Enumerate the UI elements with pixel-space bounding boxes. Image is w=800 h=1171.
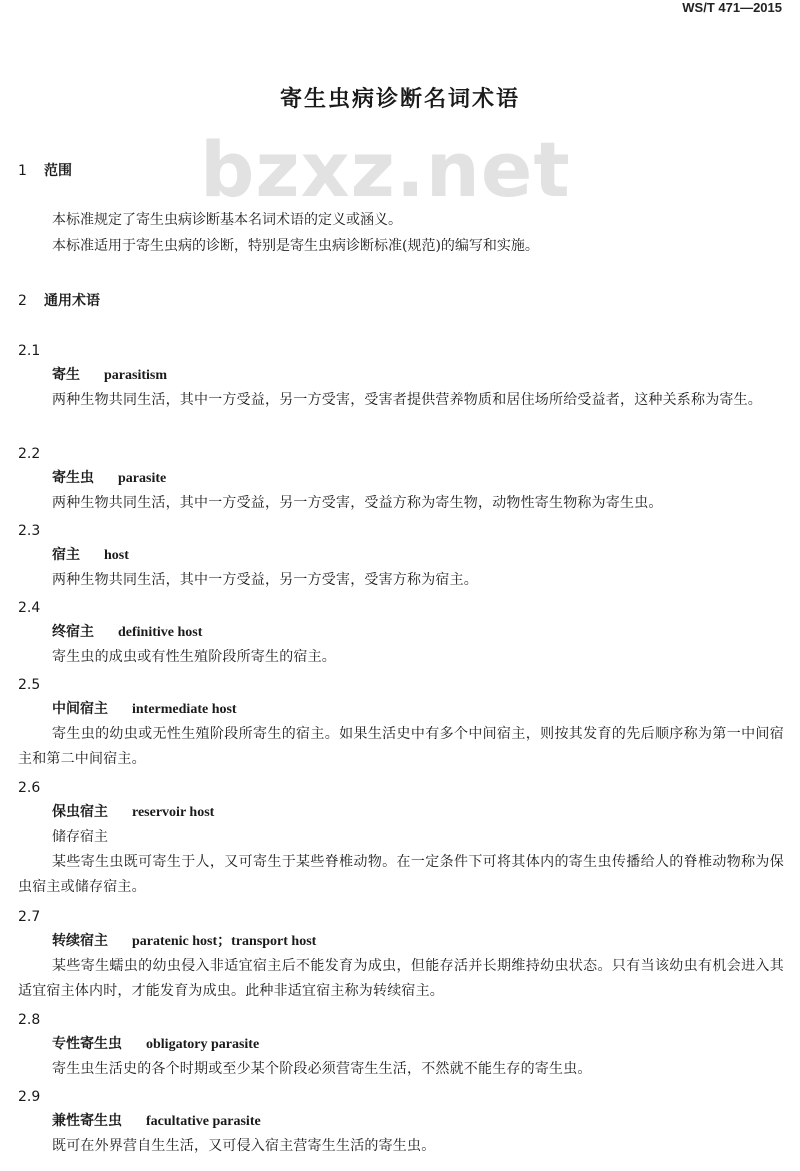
term-english: facultative parasite bbox=[146, 1114, 261, 1129]
section-title: 范围 bbox=[44, 163, 72, 179]
term-definition: 某些寄生蠕虫的幼虫侵入非适宜宿主后不能发育为成虫，但能存活并长期维持幼虫状态。只有当该幼虫有机会进入其适宜宿主体内时，才能发育为成虫。此种非适宜宿主称为转续宿主。 bbox=[18, 958, 784, 999]
term-heading bbox=[18, 1108, 784, 1134]
term-number: 2.6 bbox=[18, 780, 41, 796]
term-english: obligatory parasite bbox=[146, 1037, 260, 1052]
term-entry bbox=[18, 520, 784, 593]
term-heading bbox=[18, 696, 784, 722]
document-title: 寄生虫病诊断名词术语 bbox=[279, 87, 520, 112]
term-english: paratenic host；transport host bbox=[132, 934, 317, 949]
term-alias: 储存宿主 bbox=[52, 829, 108, 845]
watermark: bzxz.net bbox=[200, 125, 571, 214]
term-number: 2.1 bbox=[18, 343, 41, 359]
term-chinese: 宿主 bbox=[52, 547, 80, 563]
section-number: 2 bbox=[18, 293, 27, 309]
term-chinese: 保虫宿主 bbox=[52, 804, 108, 820]
term-english: parasitism bbox=[104, 368, 167, 383]
term-english: reservoir host bbox=[132, 805, 215, 820]
term-definition: 两种生物共同生活，其中一方受益，另一方受害，受害方称为宿主。 bbox=[52, 572, 478, 588]
section-number: 1 bbox=[18, 163, 27, 179]
section-1-paragraph-2: 本标准适用于寄生虫病的诊断，特别是寄生虫病诊断标准(规范)的编写和实施。 bbox=[52, 238, 539, 254]
term-number: 2.5 bbox=[18, 677, 41, 693]
term-heading bbox=[18, 1031, 784, 1057]
section-1-heading bbox=[18, 160, 72, 180]
term-entry bbox=[18, 1009, 784, 1082]
section-2-heading bbox=[18, 290, 100, 310]
term-english: definitive host bbox=[118, 625, 203, 640]
term-chinese: 中间宿主 bbox=[52, 701, 108, 717]
term-entry bbox=[18, 906, 784, 1004]
term-entry bbox=[18, 597, 784, 670]
term-chinese: 兼性寄生虫 bbox=[52, 1113, 122, 1129]
term-number: 2.9 bbox=[18, 1089, 41, 1105]
term-chinese: 寄生虫 bbox=[52, 470, 94, 486]
term-entry bbox=[18, 340, 784, 413]
term-heading bbox=[18, 465, 784, 491]
term-definition: 既可在外界营自生生活，又可侵入宿主营寄生生活的寄生虫。 bbox=[52, 1138, 436, 1154]
term-definition: 寄生虫的成虫或有性生殖阶段所寄生的宿主。 bbox=[52, 649, 336, 665]
term-english: host bbox=[104, 548, 129, 563]
term-definition: 两种生物共同生活，其中一方受益，另一方受害，受害者提供营养物质和居住场所给受益者，这种关系称为寄生。 bbox=[52, 392, 762, 408]
term-chinese: 终宿主 bbox=[52, 624, 94, 640]
standard-code: WS/T 471—2015 bbox=[682, 0, 782, 15]
term-definition: 某些寄生虫既可寄生于人，又可寄生于某些脊椎动物。在一定条件下可将其体内的寄生虫传播给人的脊椎动物称为保虫宿主或储存宿主。 bbox=[18, 854, 784, 895]
section-title: 通用术语 bbox=[44, 293, 100, 309]
term-number: 2.4 bbox=[18, 600, 41, 616]
term-entry bbox=[18, 443, 784, 516]
term-chinese: 寄生 bbox=[52, 367, 80, 383]
term-number: 2.2 bbox=[18, 446, 41, 462]
term-english: parasite bbox=[118, 471, 167, 486]
term-number: 2.3 bbox=[18, 523, 41, 539]
term-heading bbox=[18, 928, 784, 954]
term-chinese: 转续宿主 bbox=[52, 933, 108, 949]
term-entry bbox=[18, 674, 784, 772]
term-heading bbox=[18, 799, 784, 825]
term-number: 2.7 bbox=[18, 909, 41, 925]
term-definition: 寄生虫的幼虫或无性生殖阶段所寄生的宿主。如果生活史中有多个中间宿主，则按其发育的先后顺序称为第一中间宿主和第二中间宿主。 bbox=[18, 726, 784, 767]
term-heading bbox=[18, 619, 784, 645]
term-number: 2.8 bbox=[18, 1012, 41, 1028]
term-definition: 寄生虫生活史的各个时期或至少某个阶段必须营寄生生活，不然就不能生存的寄生虫。 bbox=[52, 1061, 592, 1077]
term-english: intermediate host bbox=[132, 702, 237, 717]
term-heading bbox=[18, 542, 784, 568]
term-chinese: 专性寄生虫 bbox=[52, 1036, 122, 1052]
term-definition: 两种生物共同生活，其中一方受益，另一方受害，受益方称为寄生物，动物性寄生物称为寄生虫。 bbox=[52, 495, 663, 511]
term-entry bbox=[18, 777, 784, 900]
section-1-paragraph-1: 本标准规定了寄生虫病诊断基本名词术语的定义或涵义。 bbox=[52, 212, 402, 228]
term-entry bbox=[18, 1086, 784, 1159]
term-heading bbox=[18, 362, 784, 388]
